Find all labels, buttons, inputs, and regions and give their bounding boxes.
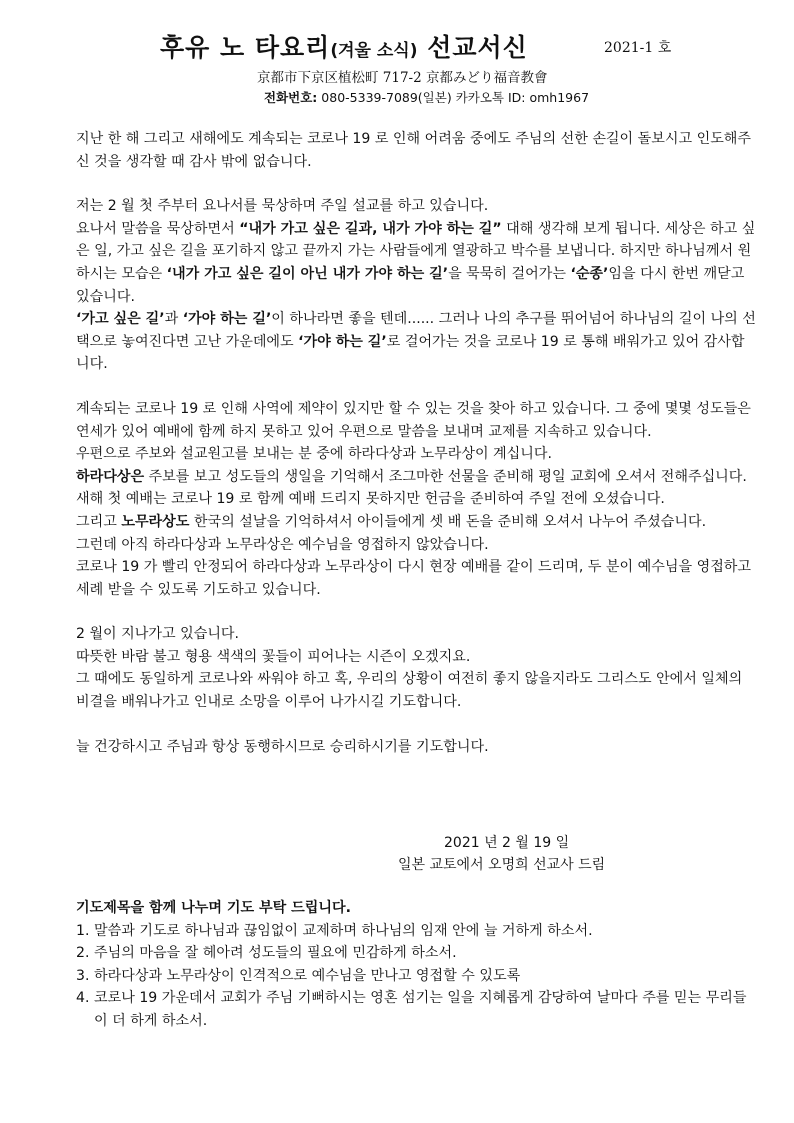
prayer-heading: 기도제목을 함께 나누며 기도 부탁 드립니다. bbox=[76, 900, 351, 916]
paragraph-perseverance: 그 때에도 동일하게 코로나와 싸워야 하고 혹, 우리의 상황이 여전히 좋지 않을지라도 그리스도 안에서 일체의 비결을 배워나가고 인내로 소망을 이루어 나가시길 기도합니다. bbox=[76, 671, 743, 711]
prayer-item bbox=[76, 965, 756, 988]
emphasis-text: 하라다상은 bbox=[76, 468, 145, 485]
text-run: 한국의 설날을 기억하셔서 아이들에게 셋 배 돈을 준비해 오셔서 나누어 주셨습니다. bbox=[189, 513, 707, 530]
letter-signature: 일본 교토에서 오명희 선교사 드림 bbox=[398, 857, 606, 873]
text-run: 이 하나라면 좋을 텐데...... 그러나 나의 추구를 뛰어넘어 하나님의 길이 나의 선택으로 놓여진다면 고난 가운데에도 bbox=[76, 311, 756, 350]
paragraph-mail: 우편으로 주보와 설교원고를 보내는 분 중에 하라다상과 노무라상이 계십니다. bbox=[76, 446, 552, 463]
prayer-item-number: 4. bbox=[76, 990, 90, 1007]
text-run: 그리고 bbox=[76, 513, 122, 530]
text-run: 임을 다시 한번 깨닫고 있습니다. bbox=[76, 265, 745, 305]
newsletter-title bbox=[160, 28, 528, 64]
title-sub: (겨울 소식) bbox=[330, 41, 418, 61]
paragraph-hope: 코로나 19 가 빨리 안정되어 하라다상과 노무라상이 다시 현장 예배를 같이 드리며, 두 분이 예수님을 영접하고 세례 받을 수 있도록 기도하고 있습니다. bbox=[76, 559, 752, 598]
issue-number: 2021-1 호 bbox=[604, 40, 672, 56]
paragraph-closing: 늘 건강하시고 주님과 항상 동행하시므로 승리하시기를 기도합니다. bbox=[76, 738, 489, 755]
paragraph-jonah-intro: 저는 2 월 첫 주부터 요나서를 묵상하며 주일 설교를 하고 있습니다. bbox=[76, 198, 489, 215]
prayer-item bbox=[76, 942, 756, 965]
prayer-item-number: 2. bbox=[76, 945, 90, 962]
text-run: 주보를 보고 성도들의 생일을 기억해서 조그마한 선물을 준비해 평일 교회에 오셔서 전해주십니다. 새해 첫 예배는 코로나 19 로 함께 예배 드리지 못하지만 헌금을 준비하여 주일 전에 오셨습니다. bbox=[76, 468, 747, 508]
prayer-item bbox=[76, 987, 756, 1032]
prayer-list bbox=[76, 920, 756, 1033]
kakao-id: 카카오톡 ID: omh1967 bbox=[455, 90, 590, 105]
title-row bbox=[0, 28, 794, 68]
emphasis-text: ‘내가 가고 싶은 길이 아닌 내가 가야 하는 길’ bbox=[166, 265, 449, 282]
letter-body bbox=[76, 128, 756, 758]
letter-date: 2021 년 2 월 19 일 bbox=[444, 835, 570, 851]
text-run: 을 묵묵히 걸어가는 bbox=[448, 265, 571, 282]
prayer-item-text: 주님의 마음을 잘 헤아려 성도들의 필요에 민감하게 하소서. bbox=[94, 945, 457, 962]
emphasis-text: 노무라상도 bbox=[121, 513, 190, 530]
prayer-item-number: 1. bbox=[76, 922, 90, 939]
paragraph-nomura bbox=[76, 511, 756, 534]
paragraph-greeting: 지난 한 해 그리고 새해에도 계속되는 코로나 19 로 인해 어려움 중에도 주님의 선한 손길이 돌보시고 인도해주신 것을 생각할 때 감사 밖에 없습니다. bbox=[76, 131, 752, 170]
paragraph-not-yet: 그런데 아직 하라다상과 노무라상은 예수님을 영접하지 않았습니다. bbox=[76, 536, 489, 553]
prayer-item-text: 하라다상과 노무라상이 인격적으로 예수님을 만나고 영접할 수 있도록 bbox=[94, 967, 521, 984]
paragraph-february: 2 월이 지나가고 있습니다. bbox=[76, 626, 240, 643]
contact-line bbox=[264, 88, 589, 106]
paragraph-ministry: 계속되는 코로나 19 로 인해 사역에 제약이 있지만 할 수 있는 것을 찾아 하고 있습니다. 그 중에 몇몇 성도들은 연세가 있어 예배에 함께 하지 못하고 있어 우편으로 말씀을 보내며 교제를 지속하고 있습니다. bbox=[76, 400, 751, 440]
emphasis-text: “내가 가고 싶은 길과, 내가 가야 하는 길” bbox=[239, 220, 502, 237]
prayer-requests bbox=[76, 897, 756, 1033]
text-run: 과 bbox=[164, 311, 183, 328]
paragraph-two-paths bbox=[76, 308, 756, 376]
prayer-item bbox=[76, 920, 756, 943]
emphasis-text: ‘가야 하는 길’ bbox=[298, 333, 387, 350]
emphasis-text: ‘가야 하는 길’ bbox=[182, 311, 272, 328]
phone-label: 전화번호: bbox=[264, 90, 318, 105]
paragraph-spring: 따뜻한 바람 불고 형용 색색의 꽃들이 피어나는 시즌이 오겠지요. bbox=[76, 648, 471, 665]
phone-value: 080-5339-7089(일본) bbox=[321, 90, 452, 105]
prayer-item-number: 3. bbox=[76, 967, 90, 984]
emphasis-text: ‘가고 싶은 길’ bbox=[76, 311, 165, 328]
prayer-item-text: 말씀과 기도로 하나님과 끊임없이 교제하며 하나님의 임재 안에 늘 거하게 하소서. bbox=[94, 922, 593, 939]
emphasis-text: ‘순종’ bbox=[570, 265, 609, 282]
church-address: 京都市下京区植松町 717-2 京都みどり福音教會 bbox=[257, 70, 548, 86]
title-main: 후유 노 타요리 bbox=[160, 33, 331, 62]
prayer-item-text: 코로나 19 가운데서 교회가 주님 기뻐하시는 영혼 섬기는 일을 지혜롭게 감당하여 날마다 주를 믿는 무리들이 더 하게 하소서. bbox=[94, 990, 747, 1029]
text-run: 요나서 말씀을 묵상하면서 bbox=[76, 220, 240, 237]
paragraph-harada bbox=[76, 466, 756, 511]
text-run: 대해 생각해 보게 됩니다. 세상은 하고 싶은 일, 가고 싶은 길을 포기하지 않고 끝까지 가는 사람들에게 열광하고 박수를 보냅니다. 하지만 하나님께서 원하시는 모습은 bbox=[76, 220, 756, 282]
text-run: 로 걸어가는 것을 코로나 19 로 통해 배워가고 있어 감사합니다. bbox=[76, 333, 745, 373]
title-tail: 선교서신 bbox=[427, 33, 528, 62]
paragraph-jonah-reflection bbox=[76, 218, 756, 308]
